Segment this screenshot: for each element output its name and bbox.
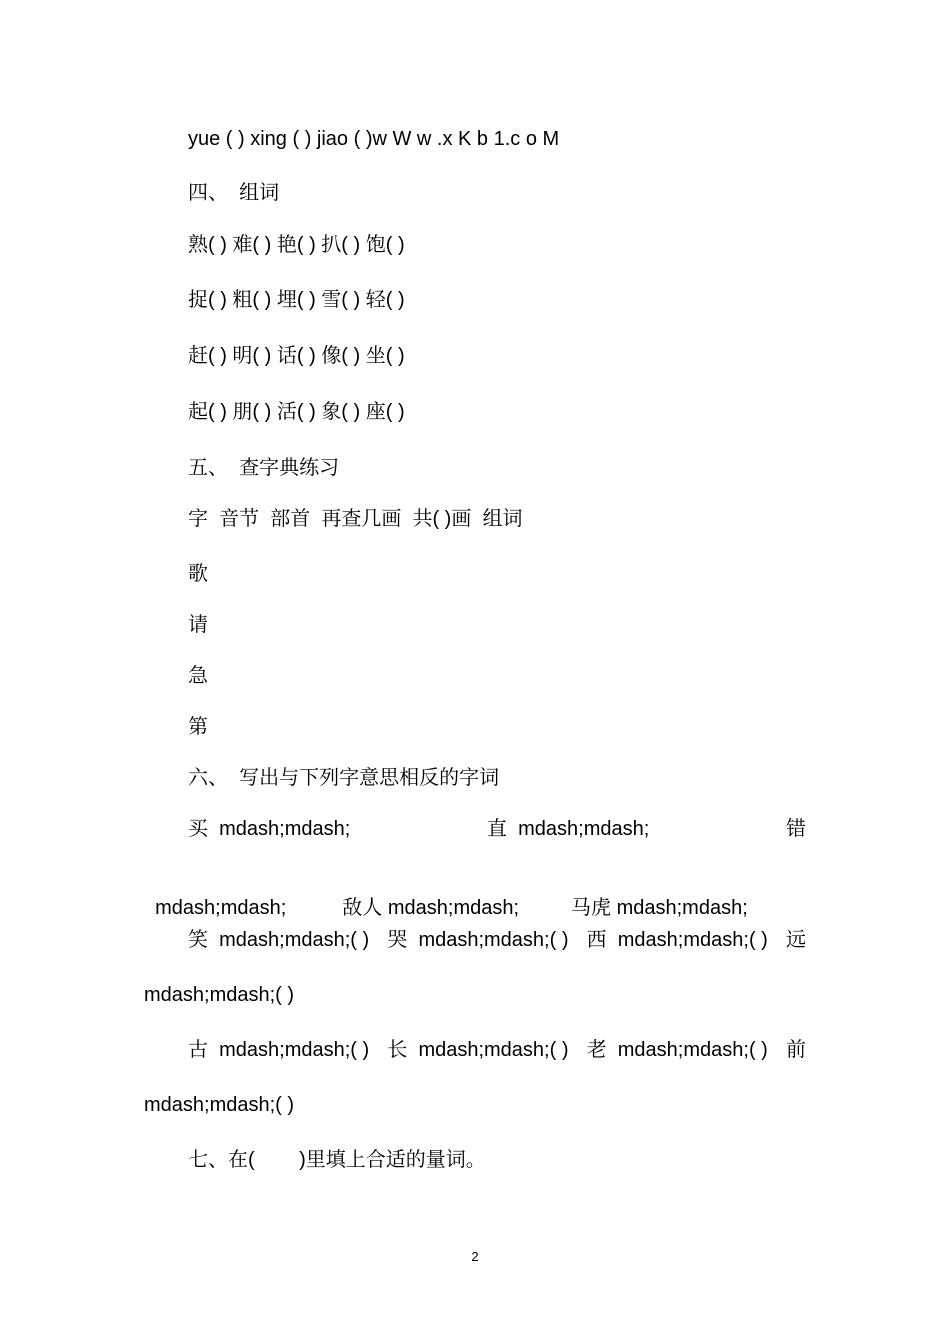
section-7-heading: 七、在( )里填上合适的量词。	[188, 1149, 486, 1171]
word-group-row-3: 赶( ) 明( ) 话( ) 像( ) 坐( )	[188, 345, 405, 367]
antonym-line-3	[188, 928, 806, 952]
antonym-item: 老 mdash;mdash;( )	[586, 1039, 768, 1061]
antonym-item: 前	[785, 1039, 806, 1061]
word-group-row-4: 起( ) 朋( ) 活( ) 象( ) 座( )	[188, 401, 405, 423]
antonym-item: 远	[785, 929, 806, 951]
dictionary-char-4: 第	[188, 716, 208, 738]
antonym-line-6: mdash;mdash;( )	[144, 1094, 295, 1116]
antonym-item: 古 mdash;mdash;( )	[188, 1039, 370, 1061]
pinyin-line: yue ( ) xing ( ) jiao ( )w W w .x K b 1.c o M	[188, 128, 560, 150]
antonym-item: 买 mdash;mdash;	[188, 818, 351, 840]
antonym-item: mdash;mdash;	[155, 897, 287, 919]
section-4-heading: 四、 组词	[188, 182, 280, 204]
dictionary-char-3: 急	[188, 665, 208, 687]
section-6-heading: 六、 写出与下列字意思相反的字词	[188, 767, 500, 789]
word-group-row-1: 熟( ) 难( ) 艳( ) 扒( ) 饱( )	[188, 234, 405, 256]
antonym-item: 敌人 mdash;mdash;	[342, 897, 520, 919]
antonym-line-2	[144, 872, 748, 920]
antonym-item: 直 mdash;mdash;	[487, 818, 650, 840]
dictionary-char-1: 歌	[188, 563, 208, 585]
dictionary-char-2: 请	[188, 614, 208, 636]
dictionary-table-header: 字 音节 部首 再查几画 共( )画 组词	[188, 508, 523, 530]
section-5-heading: 五、 查字典练习	[188, 457, 340, 479]
antonym-line-1	[188, 817, 806, 841]
antonym-item: 马虎 mdash;mdash;	[571, 897, 748, 919]
antonym-item: 错	[786, 818, 806, 840]
page-number: 2	[471, 1249, 479, 1264]
antonym-line-4: mdash;mdash;( )	[144, 984, 295, 1006]
antonym-item: 长 mdash;mdash;( )	[387, 1039, 569, 1061]
word-group-row-2: 捉( ) 粗( ) 埋( ) 雪( ) 轻( )	[188, 289, 405, 311]
antonym-item: 哭 mdash;mdash;( )	[387, 929, 569, 951]
antonym-line-5	[188, 1038, 806, 1062]
antonym-item: 笑 mdash;mdash;( )	[188, 929, 370, 951]
antonym-item: 西 mdash;mdash;( )	[586, 929, 768, 951]
